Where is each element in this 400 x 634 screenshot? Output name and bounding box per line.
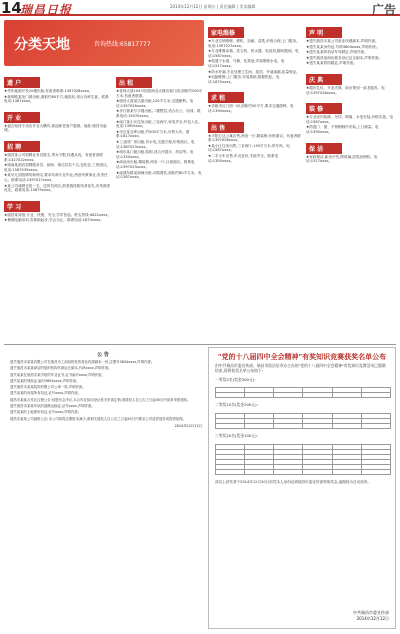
quiz-prize-1: 一等奖5名(奖金300元): [215,376,256,382]
classified-ad: ★某小区住房出售,三室两厅,130平方米,带车库。电话:1587xxxx。 [208,143,290,153]
classified-column-1 [4,70,112,340]
classified-area [4,20,396,340]
classified-ad: ★专业空调维修、移机、加氟、清洗,价格合理,上门服务。电话:1397027xxxx。 [208,39,300,48]
classified-ad: ★某幼儿园招聘幼师两名,要求幼师专业毕业,热爱幼教事业,有责任心。联系电话:1397027xxxx。 [4,173,108,182]
notices-heading: 公 告 [97,352,109,358]
classified-ad: ★市区某仓库出租,约500平方米,可停大车。联系:1817xxxx。 [116,129,190,139]
classified-ad: ★商品房出租,精装修,两室一厅,月租面议。联系电话:1397023xxxx。 [116,160,195,169]
quiz-organizer [353,610,389,622]
masthead [0,0,400,16]
classified-ad: ★暑期电脑培训,零基础起步,学会为止。联系电话:1870xxxx。 [4,218,104,223]
notice-item: 遗失某某的土地使用权证,证号xxxx,声明作废。 [10,410,82,415]
notice-item: 遗失某某在瑞昌市某学校的毕业证书,证书编号xxxx,声明作废。 [10,372,105,377]
newspaper-logo: 瑞昌日报 [20,3,73,17]
issue-meta: 2014年12月12日 星期五 | 责任编辑 | 美术编辑 [170,4,256,9]
classified-ad: ★平阳万达公寓出售,两室一厅,精装修,价格面议。有意者联系:1397026xxxx。 [208,133,301,143]
classified-ad: ★黄荆路某处门面出租,面积约60平方,地段好,适合各种生意。联系电话:1387xxxx。 [4,94,109,104]
quiz-date: 2014年12月12日 [356,616,389,621]
quiz-results-notice [208,347,396,629]
notice-item: 瑞昌市某某合作社注销公告:经股东会决议,本合作社拟向登记机关申请注销,请债权人自公告之日起45日内前来申报债权。 [10,397,191,402]
classified-ad: ★遗失某某身份证,号码3604xxxx,声明作废。 [306,44,380,49]
notice-item: 遗失瑞昌市某某装饰有限公司公章一枚,声明作废。 [10,385,86,390]
quiz-title: "党的十八届四中全会精神"有奖知识竞赛获奖名单公布 [217,353,387,361]
classified-ad: ★疏通下水道、马桶、化粪池,安装维修水电。电话:1517xxxx。 [208,59,285,68]
classified-ad: ★防水补漏,专业处理卫生间、屋顶、外墙渗漏,质量保证。 [208,69,300,74]
quiz-summary: 由中共瑞昌市委宣传部、瑞昌市依法治市办主办的"党的十八届四中全会精神"有奖知识竞赛活动已圆满结束,现将获奖名单公布如下: [215,363,386,373]
quiz-org-name: 中共瑞昌市委宣传部 [353,610,389,615]
legal-notices [4,349,202,629]
classified-ad: ★遗失瑞昌市某公司营业执照副本,声明作废。 [306,39,379,43]
classified-ad: ★电脑维修,上门服务,安装系统,数据恢复。电话:1870xxxx。 [208,75,280,84]
banner-phone: 咨询热线:65817777 [94,41,151,48]
classified-ad: ★瑞昌某公司招聘业务员数名,男女不限,待遇从优。有意者请联系:1327022xxxx。 [4,152,103,162]
quiz-prize-3: 三等奖20名(奖金100元): [215,433,258,439]
winners-table-1 [215,387,391,398]
banner-title: 分类天地 [14,37,70,53]
category-header: 庆 典 [306,74,342,85]
classified-ad: ★工业园厂房出租,有水电,交通方便,价格面议。电话:1387023xxxx。 [116,139,195,149]
classified-banner [4,20,204,66]
classified-column-4 [306,20,396,340]
winners-table-3 [215,444,391,475]
classified-ad: ★遗失某某的机动车驾驶证,声明作废。 [306,50,368,55]
classified-ad: ★二手小车出售,车况良好,手续齐全。联系电话:1350xxxx。 [208,153,279,163]
notice-item: 遗失瑞昌市某某商店的组织机构代码证正副本,代码xxxx,声明作废。 [10,366,112,371]
notices-date: 2014年12月12日 [174,423,202,428]
category-header: 出 租 [116,77,152,88]
classified-ad: ★桂林大道104号国泰商业大楼出租门面,面积约200平方米,有意者联系。 [116,89,203,98]
classified-ad: ★湓城东路某商铺出租,可做餐饮,面积约80平方米。电话:1387xxxx。 [116,170,202,180]
category-header: 出 售 [208,122,244,133]
winners-table-2 [215,413,391,429]
classified-ad: ★福吉铝材专卖店开业大酬宾,欢迎新老客户惠顾。地址:瑞昌市湓城。 [4,123,107,133]
category-header: 求 租 [208,92,244,103]
classified-ad: ★城南某酒店招聘服务员、厨师、保洁员若干名,包吃住,工资面议。电话:1587039xxxx。 [4,163,111,172]
lower-section [4,344,396,630]
category-header: 学 习 [4,201,40,212]
classified-ad: ★家政保洁,新房开荒,擦玻璃,清洗油烟机。电话:1517xxxx。 [306,154,378,164]
classified-ad: ★瑞昌某驾校,专业、快捷、安全,学车首选。报名热线:4822xxxx。 [4,212,112,217]
category-header: 家电维修 [208,27,244,38]
notice-item: 遗失某某的残疾证,编号3604xxxx,声明作废。 [10,378,80,383]
classified-ad: ★步行街某写字楼出租,二楼整层,适合办公、培训。联系电话:15070xxxx。 [116,109,201,118]
section-title: 广告 [371,3,396,17]
classified-ad: ★婚庆礼仪、开业庆典、演出策划一条龙服务。电话:1397026xxxx。 [306,85,385,95]
category-header: 遗 户 [4,77,40,88]
notice-item: 遗失瑞昌市某某有限公司在瑞昌市工商局核发的营业执照副本一份,注册号3604xxxx,声明作废。 [10,360,155,364]
classified-column-2 [116,70,204,340]
notice-item: 遗失某某的房屋所有权证,证号xxxx,声明作废。 [10,391,82,396]
category-header: 装 修 [306,103,342,114]
classified-ad: ★瑞昌大道某店面出租,120平方米,交通便利。电话:1397026xxxx。 [116,99,194,108]
classified-ad: ★防盗门、窗、不锈钢制作安装,上门测量。电话:1390xxxx。 [306,125,379,134]
category-header: 开 业 [4,112,40,123]
classified-ad: ★某公司诚聘仓管一名、送货员两名,熟悉瑞昌路线者优先,有驾照者优先。联系电话:15879xxxx。 [4,183,111,193]
classified-ad: ★求租市区门面一间,面积约50平方,要求交通便利。电话:1390xxxx。 [208,104,294,113]
classified-ad: ★专业维修冰箱、洗衣机、热水器、电视机,随叫随到。电话:1587xxxx。 [208,49,299,58]
classified-ad: ★遗失某某的结婚证,声明作废。 [306,61,358,66]
classified-ad: ★专业室内装修、吊顶、刷墙、水电安装,价格实惠。电话:1587xxxx。 [306,115,394,124]
category-header: 招 聘 [4,141,40,152]
page-number: 14 [1,0,22,17]
notice-item: 遗失瑞昌市某某车队的道路运输证,证号xxxx,声明作废。 [10,404,95,409]
notice-item: 瑞昌市某某公司减资公告:本公司拟将注册资本减少,请相关债权人自公告之日起45日内要求公司清偿债务或提供担保。 [10,416,187,421]
classified-ad: ★遗失瑞昌某商店税务登记证正副本,声明作废。 [306,55,383,60]
classified-ad: ★城东某门面出租,临街,适合开超市、药店等。电话:1350xxxx。 [116,150,194,159]
classified-column-3 [208,20,302,340]
quiz-prize-2: 二等奖10名(奖金200元): [215,402,258,408]
category-header: 声 明 [306,27,342,38]
quiz-footer: 请以上获奖者于2014年12月20日前凭本人身份证到瑞昌市委宣传部领取奖金,逾期视为自动放弃。 [215,479,371,484]
classified-ad: ★南门某小区住房出租,三室两厅,家电齐全,拎包入住。电话:1390xxxx。 [116,119,202,129]
classified-ad: ★华东地源开发20楼出租,有意者联系:1397028xxxx。 [4,89,93,93]
category-header: 保 洁 [306,143,342,154]
